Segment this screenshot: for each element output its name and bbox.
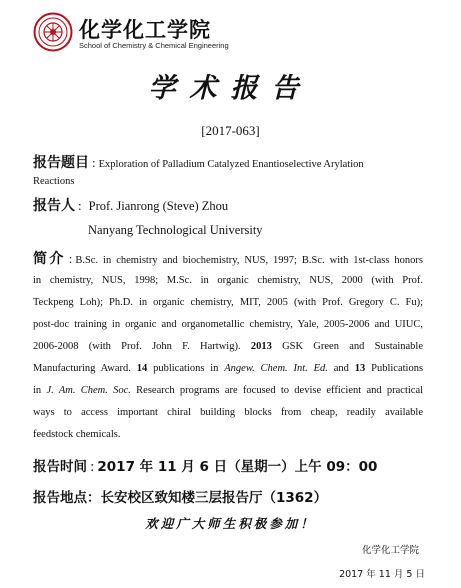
time-value: 2017 年 11 月 6 日（星期一）上午 09：00 — [97, 459, 378, 475]
report-number: [2017-063] — [201, 123, 260, 138]
bio-line: 简介 : B.Sc. in chemistry and biochemistry, NUS, 1997; B.Sc. with 1st-class honors — [33, 251, 424, 267]
angew-count: 14 — [136, 363, 148, 374]
topic-label: 报告题目 — [33, 155, 89, 171]
bio-line: in J. Am. Chem. Soc. Research programs are focused to devise efficient and practical — [33, 385, 424, 396]
jacs-count: 13 — [354, 363, 366, 374]
speaker-bio — [33, 248, 423, 446]
bio-line: in chemistry, NUS, 1998; M.Sc. in organic chemistry, NUS, 2000 (with Prof. — [33, 275, 423, 286]
footer-date: 2017 年 11 月 5 日 — [339, 569, 425, 580]
topic-row: 报告题目 : Exploration of Palladium Catalyzed Enantioselective Arylation — [33, 155, 364, 171]
school-name-en: School of Chemistry & Chemical Engineering — [79, 41, 229, 50]
topic-value-continued: Reactions — [33, 176, 75, 187]
footer-org: 化学化工学院 — [361, 545, 419, 556]
award-year: 2013 — [250, 341, 272, 352]
place-value: 长安校区致知楼三层报告厅（1362） — [100, 490, 328, 506]
journal-angew: Angew. Chem. Int. Ed. — [224, 363, 328, 374]
place-row — [33, 486, 327, 506]
school-header — [33, 12, 453, 54]
bio-line: Manufacturing Award. 14 publications in Angew. Chem. Int. Ed. and 13 Publications — [33, 363, 424, 374]
place-label: 报告地点： — [33, 490, 101, 506]
topic-value: Exploration of Palladium Catalyzed Enantioselective Arylation — [98, 159, 364, 170]
speaker-affiliation: Nanyang Technological University — [88, 223, 263, 237]
time-label: 报告时间 — [33, 459, 87, 475]
bio-line: 2006-2008 (with Prof. John F. Hartwig). 2013 GSK Green and Sustainable — [33, 341, 424, 352]
page-title: 学术报告 — [148, 73, 313, 104]
topic-row-continued — [33, 176, 74, 187]
time-row: 报告时间 : 2017 年 11 月 6 日（星期一）上午 09：00 — [33, 459, 378, 475]
bio-line: ways to access important chiral building blocks from cheap, readily available — [33, 407, 423, 418]
bio-line: post-doc training in organic and organometallic chemistry, Yale, 2005-2006 and UIUC, — [33, 319, 423, 330]
bio-label: 简介 — [33, 251, 66, 267]
journal-jacs: J. Am. Chem. Soc. — [46, 385, 131, 396]
bio-line: feedstock chemicals. — [33, 429, 121, 440]
speaker-name: Prof. Jianrong (Steve) Zhou — [88, 199, 229, 213]
bio-line: Teckpeng Loh); Ph.D. in organic chemistry, MIT, 2005 (with Prof. Gregory C. Fu); — [33, 297, 423, 308]
school-name-cn: 化学化工学院 — [79, 18, 211, 42]
speaker-row: 报告人 : Prof. Jianrong (Steve) Zhou — [33, 198, 229, 214]
school-seal-logo — [33, 12, 73, 52]
welcome-message: 欢迎广大师生积极参加！ — [145, 516, 316, 531]
speaker-label: 报告人 — [33, 198, 75, 214]
